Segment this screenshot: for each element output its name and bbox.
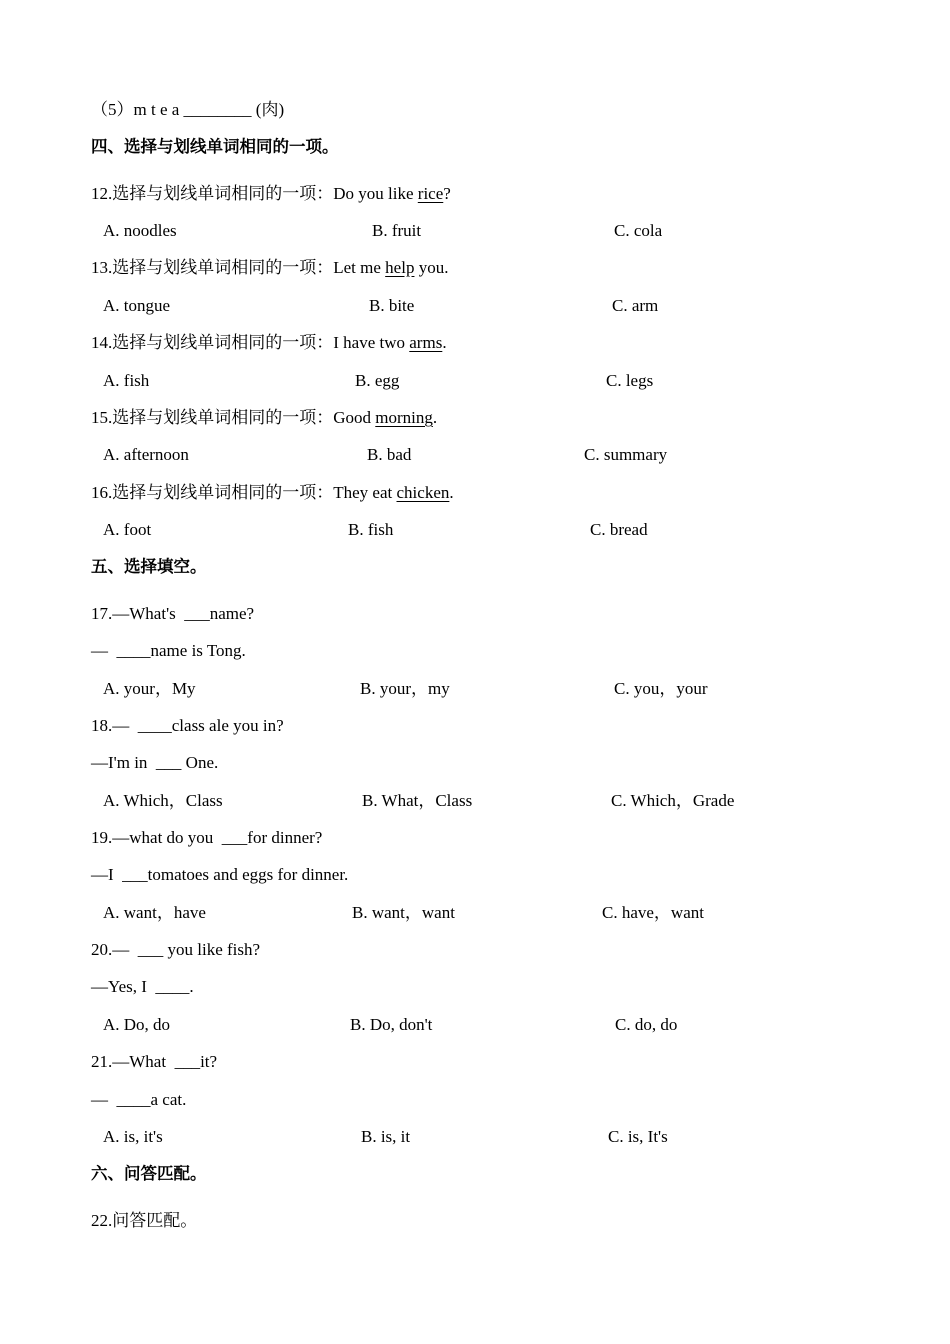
q19-option-b[interactable]: B. want，want <box>352 903 455 922</box>
question-19-line-1: 19.—what do you ___for dinner? <box>91 828 323 847</box>
q14-option-a[interactable]: A. fish <box>103 371 150 390</box>
question-21-line-2: — ____a cat. <box>91 1090 187 1109</box>
q13-option-a[interactable]: A. tongue <box>103 296 171 315</box>
underlined-word: arms <box>409 333 443 352</box>
section-heading-4: 四、选择与划线单词相同的一项。 <box>91 137 339 156</box>
q12-option-b[interactable]: B. fruit <box>372 221 422 240</box>
q12-option-a[interactable]: A. noodles <box>103 221 177 240</box>
question-16-suffix: . <box>449 483 454 502</box>
q20-option-c[interactable]: C. do, do <box>615 1015 678 1034</box>
question-14-prefix: 14.选择与划线单词相同的一项：I have two <box>91 333 410 352</box>
question-12-suffix: ? <box>443 184 451 203</box>
question-17-line-1: 17.—What's ___name? <box>91 604 255 623</box>
q17-option-c[interactable]: C. you，your <box>614 679 708 698</box>
q13-option-b[interactable]: B. bite <box>369 296 415 315</box>
section-heading-5: 五、选择填空。 <box>91 557 207 576</box>
q21-option-b[interactable]: B. is, it <box>361 1127 411 1146</box>
question-17-line-2: — ____name is Tong. <box>91 641 246 660</box>
q19-option-a[interactable]: A. want，have <box>103 903 206 922</box>
question-18-line-1: 18.— ____class ale you in? <box>91 716 284 735</box>
question-15-prefix: 15.选择与划线单词相同的一项：Good <box>91 408 376 427</box>
underlined-word: rice <box>417 184 444 203</box>
section-heading-6: 六、问答匹配。 <box>91 1164 207 1183</box>
question-21-line-1: 21.—What ___it? <box>91 1052 218 1071</box>
fill-in-item-5: （5）m t e a ________ (肉) <box>91 100 285 119</box>
q14-option-c[interactable]: C. legs <box>606 371 654 390</box>
question-15 <box>91 407 437 429</box>
question-15-suffix: . <box>432 408 438 427</box>
question-13 <box>91 257 448 279</box>
question-13-prefix: 13.选择与划线单词相同的一项：Let me <box>91 258 386 277</box>
q16-option-c[interactable]: C. bread <box>590 520 648 539</box>
q17-option-b[interactable]: B. your，my <box>360 679 450 698</box>
q14-option-b[interactable]: B. egg <box>355 371 400 390</box>
q17-option-a[interactable]: A. your，My <box>103 679 196 698</box>
q18-option-a[interactable]: A. Which，Class <box>103 791 223 810</box>
q15-option-a[interactable]: A. afternoon <box>103 445 189 464</box>
underlined-word: morning <box>375 408 433 427</box>
q21-option-a[interactable]: A. is, it's <box>103 1127 163 1146</box>
q18-option-b[interactable]: B. What，Class <box>362 791 473 810</box>
question-22: 22.问答匹配。 <box>91 1211 198 1230</box>
question-13-suffix: you. <box>414 258 449 277</box>
q15-option-b[interactable]: B. bad <box>367 445 412 464</box>
q18-option-c[interactable]: C. Which，Grade <box>611 791 735 810</box>
q15-option-c[interactable]: C. summary <box>584 445 668 464</box>
question-16 <box>91 482 454 504</box>
q20-option-b[interactable]: B. Do, don't <box>350 1015 433 1034</box>
underlined-word: chicken <box>396 483 450 502</box>
question-20-line-1: 20.— ___ you like fish? <box>91 940 261 959</box>
question-18-line-2: —I'm in ___ One. <box>91 753 219 772</box>
q16-option-a[interactable]: A. foot <box>103 520 152 539</box>
question-19-line-2: —I ___tomatoes and eggs for dinner. <box>91 865 349 884</box>
underlined-word: help <box>385 258 415 277</box>
question-12-prefix: 12.选择与划线单词相同的一项：Do you like <box>91 184 418 203</box>
q20-option-a[interactable]: A. Do, do <box>103 1015 171 1034</box>
q21-option-c[interactable]: C. is, It's <box>608 1127 668 1146</box>
question-14 <box>91 332 447 354</box>
question-16-prefix: 16.选择与划线单词相同的一项：They eat <box>91 483 397 502</box>
question-14-suffix: . <box>442 333 447 352</box>
q12-option-c[interactable]: C. cola <box>614 221 663 240</box>
q16-option-b[interactable]: B. fish <box>348 520 394 539</box>
question-12 <box>91 183 451 205</box>
q13-option-c[interactable]: C. arm <box>612 296 659 315</box>
question-20-line-2: —Yes, I ____. <box>91 977 194 996</box>
q19-option-c[interactable]: C. have，want <box>602 903 704 922</box>
